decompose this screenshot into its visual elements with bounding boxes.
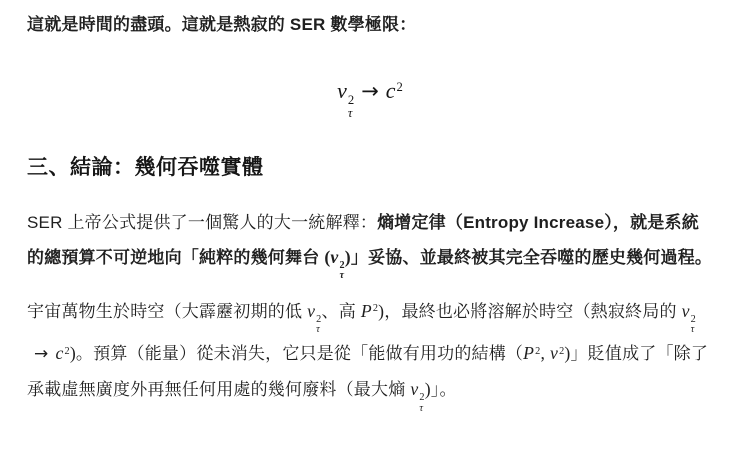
math-superscript: 2	[396, 80, 403, 95]
math-expression	[681, 301, 696, 336]
math-variable: v	[337, 79, 347, 103]
text-segment: SER 上帝公式提供了一個驚人的大一統解釋：	[27, 213, 378, 232]
text-segment: 宇宙萬物生於時空（大霹靂初期的低	[27, 302, 308, 322]
section-heading: 三、結論：幾何吞噬實體	[27, 156, 264, 179]
math-scripts	[691, 315, 696, 337]
math-expression	[523, 343, 545, 363]
math-expression	[337, 79, 355, 120]
paragraph-entropy	[27, 205, 713, 282]
intro-line	[27, 14, 713, 36]
math-superscript: 2	[64, 345, 70, 357]
math-expression	[55, 343, 75, 363]
text-segment: 」貶值成了「除了承載虛無廣度外再無任何用處的幾何廢料（最大熵	[27, 344, 709, 400]
text-segment: ，最終也必將溶解於時空（熱寂終局的	[384, 302, 682, 322]
math-expression	[386, 79, 403, 103]
math-superscript: 2	[535, 345, 541, 357]
math-superscript: 2	[316, 313, 322, 325]
text-segment: 」。	[430, 380, 457, 400]
math-close-paren: )	[344, 247, 351, 267]
rightarrow-symbol: →	[34, 344, 49, 365]
math-superscript: 2	[372, 303, 379, 315]
math-variable: P	[523, 343, 535, 364]
math-variable: v	[410, 379, 419, 400]
math-expression	[550, 343, 570, 363]
math-open-paren: (	[324, 247, 331, 267]
text-segment: 熵增定律（Entropy Increase），就是系統的總預算不可逆地向「純粹的幾何舞台	[27, 213, 699, 267]
text-segment: 、高	[321, 302, 361, 322]
paragraph-universe	[27, 294, 713, 414]
math-expression	[410, 379, 425, 414]
text-segment: 這就是時間的盡頭。這就是熱寂的 SER 數學極限：	[27, 15, 417, 34]
text-segment: 」妥協、並最終被其完全吞噬的歷史幾何過程。	[350, 248, 713, 267]
math-variable: v	[330, 247, 339, 267]
math-subscript: τ	[419, 402, 424, 414]
math-superscript: 2	[559, 345, 565, 357]
math-variable: P	[360, 301, 372, 322]
formula-block	[27, 74, 713, 120]
math-superscript: 2	[419, 391, 425, 403]
math-close-paren: )	[564, 343, 571, 364]
math-expression	[361, 301, 384, 321]
math-subscript: τ	[690, 324, 695, 336]
math-variable: v	[681, 301, 690, 322]
math-close-paren: )	[378, 301, 385, 322]
math-variable: c	[385, 79, 396, 103]
math-variable: c	[55, 343, 64, 364]
math-superscript: 2	[339, 259, 345, 271]
math-variable: v	[307, 301, 316, 322]
math-expression	[307, 301, 322, 336]
math-close-paren: ,	[540, 343, 546, 364]
rightarrow-symbol: →	[361, 79, 379, 103]
math-open-paren: )	[424, 379, 431, 400]
math-subscript: τ	[347, 105, 353, 120]
math-superscript: 2	[690, 313, 696, 325]
text-segment: 。預算（能量）從未消失，它只是從「能做有用功的結構（	[75, 344, 524, 364]
math-superscript: 2	[347, 92, 355, 107]
math-subscript: τ	[339, 270, 345, 282]
math-subscript: τ	[316, 324, 321, 336]
math-expression	[324, 247, 351, 282]
math-variable: v	[550, 343, 559, 364]
math-close-paren: )	[69, 343, 76, 364]
